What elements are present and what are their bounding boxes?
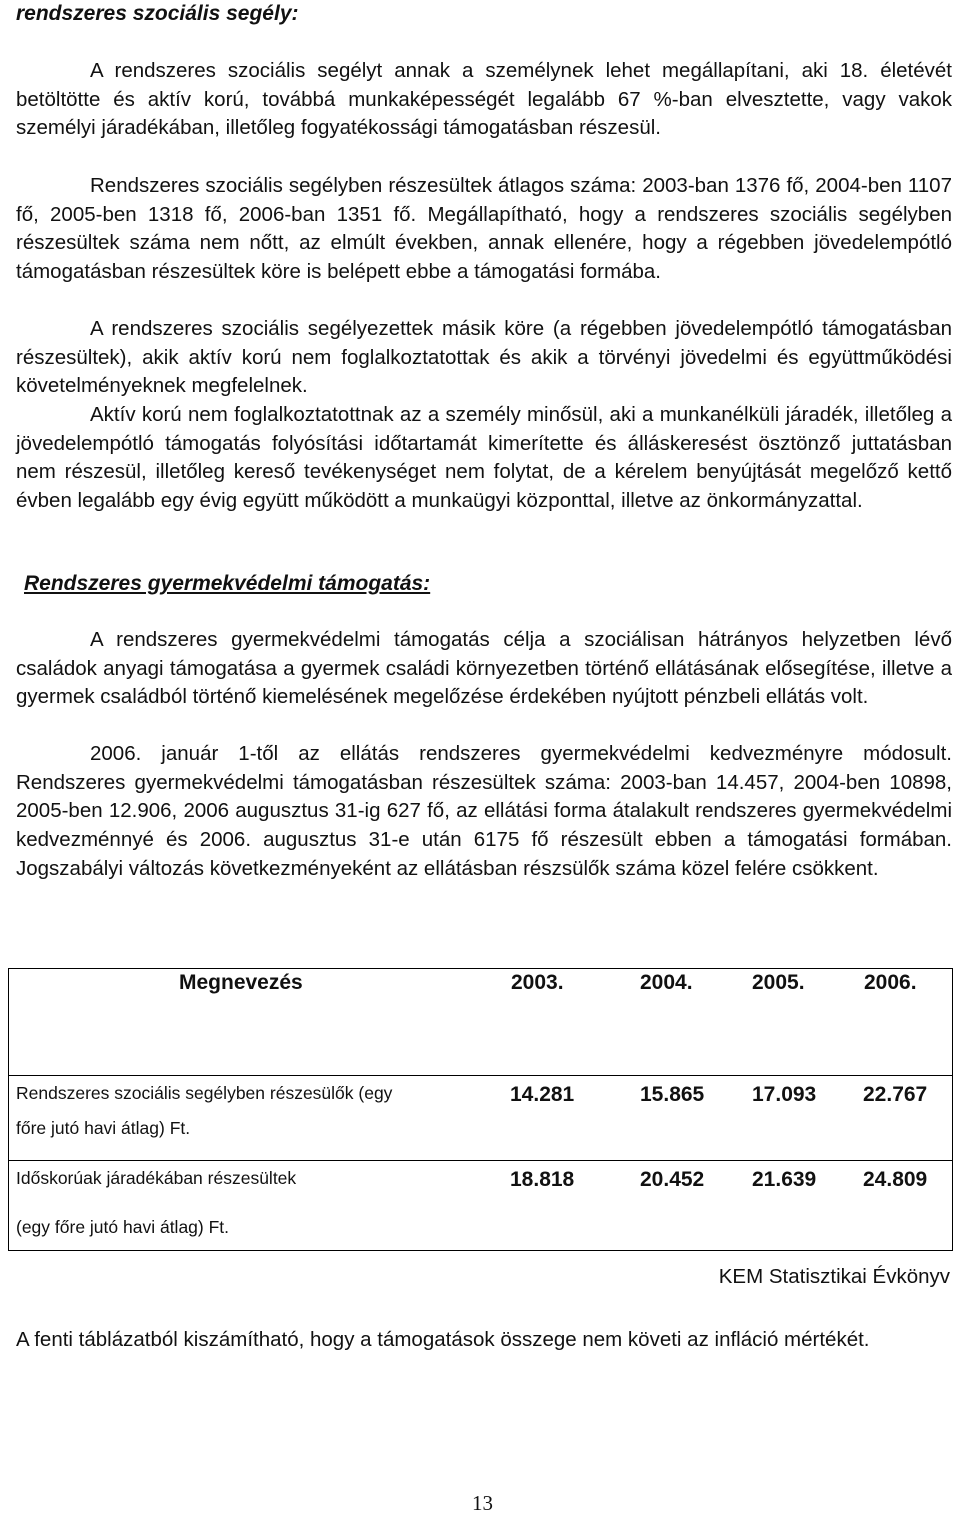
section2-paragraph-2: 2006. január 1-től az ellátás rendszeres gyermekvédelmi kedvezményre módosult. Rendszeres gyermekvédelmi támogatásban részesültek száma: 2003-ban 14.457, 2004-ben 10898, 2005-ben 12.906, 2006 augusztus 31-ig 627 fő, az ellátási forma átalakult rendszeres gyermekvédelmi kedvezménnyé és 2006. augusztus 31-e után 6175 fő részesült ebben a támogatási formában. Jogszabályi változás következményeként az ellátásban részsülők száma közel felére csökkent. xyxy=(16,742,952,880)
table-header-year: 2004. xyxy=(640,971,693,994)
table-cell-value: 20.452 xyxy=(640,1168,705,1191)
table-row-label: főre jutó havi átlag) Ft. xyxy=(16,1118,191,1138)
table-header-label: Megnevezés xyxy=(179,971,303,994)
page-number: 13 xyxy=(472,1491,493,1515)
table-row-label: Időskorúak járadékában részesültek xyxy=(16,1168,297,1188)
section1-heading: rendszeres szociális segély: xyxy=(16,2,299,25)
section1-paragraph-4: Aktív korú nem foglalkoztatottnak az a személy minősül, aki a munkanélküli járadék, illetőleg a jövedelempótló támogatás folyósítási időtartamát kimerítette és álláskeresést ösztönző juttatásban nem részesül, illetőleg kereső tevékenységet nem folytat, de a kérelem benyújtását megelőző kettő évben legalább egy évig együtt működött a munkaügyi központtal, illetve az önkormányzattal. xyxy=(16,403,952,513)
section1-paragraph-3: A rendszeres szociális segélyezettek másik köre (a régebben jövedelempótló támogatásban részesültek), akik aktív korú nem foglalkoztatottak és akik a törvényi jövedelmi és együttműködési követelményeknek megfelelnek. xyxy=(16,317,952,398)
table-header-year: 2003. xyxy=(511,971,564,994)
section1-paragraph-2: Rendszeres szociális segélyben részesültek átlagos száma: 2003-ban 1376 fő, 2004-ben 1107 fő, 2005-ben 1318 fő, 2006-ban 1351 fő. Megállapítható, hogy a rendszeres szociális segélyben részesültek száma nem nőtt, az elmúlt években, annak ellenére, hogy a régebben jövedelempótló támogatásban részesültek köre is belépett ebbe a támogatási formába. xyxy=(16,174,952,284)
table-header-year: 2006. xyxy=(864,971,917,994)
table-source: KEM Statisztikai Évkönyv xyxy=(718,1265,950,1288)
section1-paragraph-1: A rendszeres szociális segélyt annak a személynek lehet megállapítani, aki 18. életévét betöltötte és aktív korú, továbbá munkaképességét legalább 67 %-ban elvesztette, vagy vakok személyi járadékában, illetőleg fogyatékossági támogatásban részesül. xyxy=(16,59,952,140)
table-cell-value: 14.281 xyxy=(510,1083,575,1106)
table-cell-value: 15.865 xyxy=(640,1083,705,1106)
table-header-year: 2005. xyxy=(752,971,805,994)
table-cell-value: 18.818 xyxy=(510,1168,575,1191)
table-row-label: Rendszeres szociális segélyben részesülők (egy xyxy=(16,1083,393,1103)
table-row-label: (egy főre jutó havi átlag) Ft. xyxy=(16,1217,230,1237)
section2-paragraph-1: A rendszeres gyermekvédelmi támogatás célja a szociálisan hátrányos helyzetben lévő családok anyagi támogatása a gyermek családi környezetben történő ellátásának elősegítése, illetve a gyermek családból történő kiemelésének megelőzése érdekében nyújtott pénzbeli ellátás volt. xyxy=(16,628,952,709)
table-cell-value: 24.809 xyxy=(863,1168,928,1191)
table-cell-value: 21.639 xyxy=(752,1168,817,1191)
table-cell-value: 17.093 xyxy=(752,1083,817,1106)
conclusion-paragraph: A fenti táblázatból kiszámítható, hogy a támogatások összege nem követi az infláció mértékét. xyxy=(16,1328,870,1351)
table-cell-value: 22.767 xyxy=(863,1083,928,1106)
section2-heading: Rendszeres gyermekvédelmi támogatás: xyxy=(24,572,431,595)
